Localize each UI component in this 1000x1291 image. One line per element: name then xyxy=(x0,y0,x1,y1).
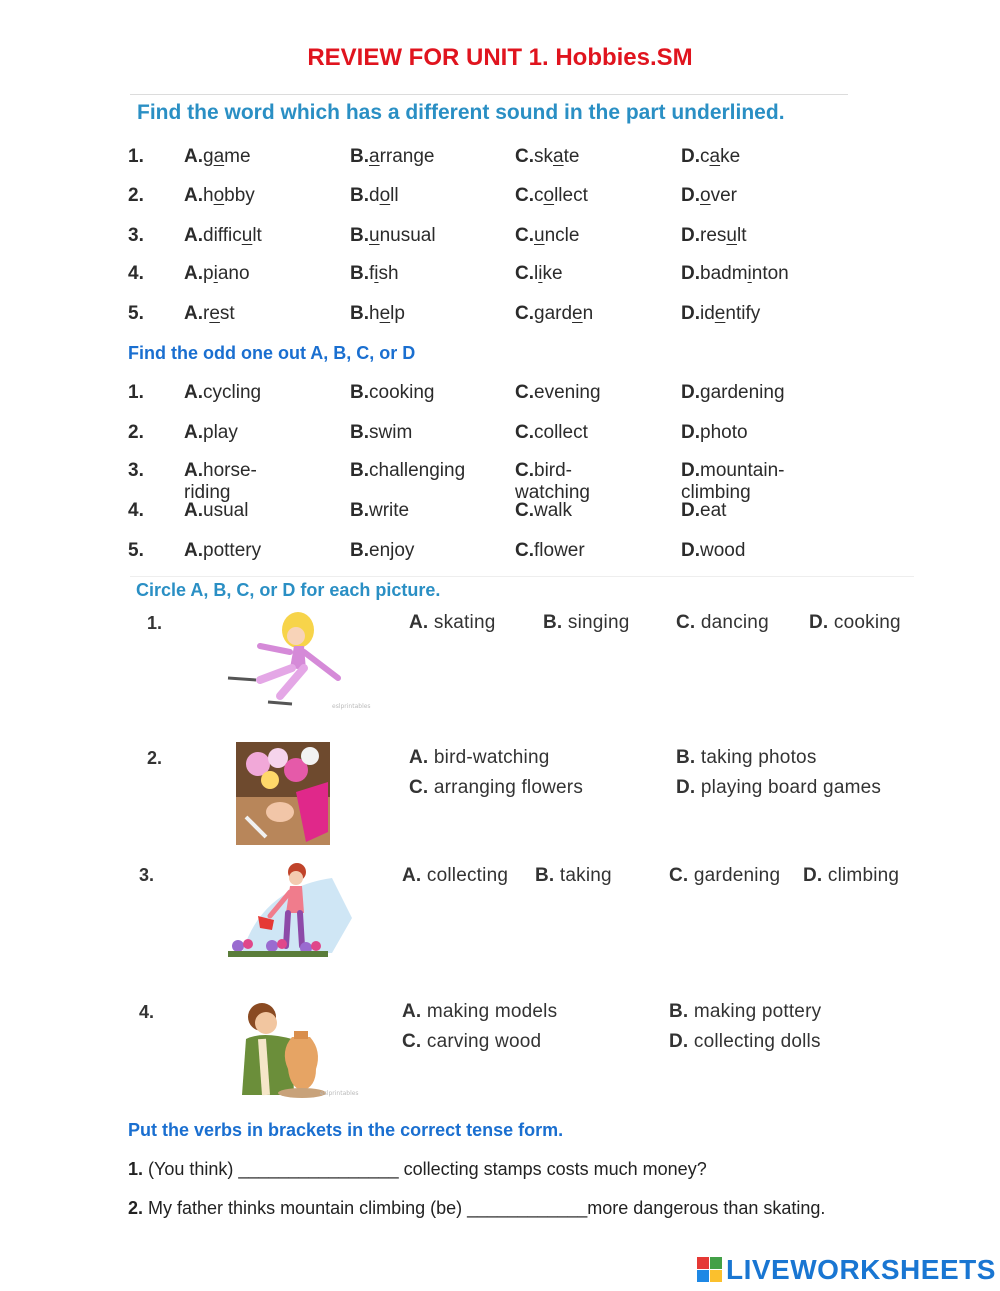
answer-option[interactable] xyxy=(515,500,572,522)
picture-answer-option[interactable] xyxy=(676,747,817,769)
logo-mark-icon xyxy=(697,1257,723,1283)
option-word: usual xyxy=(203,500,249,521)
answer-option[interactable] xyxy=(350,263,399,285)
option-letter: A. xyxy=(184,185,203,206)
underlined-part: e xyxy=(209,303,220,324)
word-part: bby xyxy=(224,185,255,206)
word-part: ntify xyxy=(725,303,761,324)
answer-option[interactable] xyxy=(184,146,251,168)
option-letter: A. xyxy=(184,303,203,324)
answer-option[interactable] xyxy=(681,382,785,404)
word-part: me xyxy=(224,146,251,167)
section3-heading: Circle A, B, C, or D for each picture. xyxy=(136,580,441,600)
option-letter: A. xyxy=(409,612,434,633)
question-number: 2. xyxy=(128,422,144,443)
question-number: 1. xyxy=(128,382,144,403)
flower-arrangement-picture xyxy=(236,742,330,845)
underlined-part: u xyxy=(241,225,253,246)
answer-option[interactable] xyxy=(681,225,746,247)
answer-option[interactable] xyxy=(350,500,409,522)
verb-question-1 xyxy=(128,1159,707,1180)
option-word: evening xyxy=(534,382,601,403)
picture-question-number: 4. xyxy=(139,1002,155,1022)
underlined-part: o xyxy=(543,185,555,206)
word-part: res xyxy=(700,225,727,246)
title-divider xyxy=(130,94,848,95)
option-word: mountain-climbing xyxy=(681,460,785,503)
option-letter: B. xyxy=(350,146,369,167)
section4-heading: Put the verbs in brackets in the correct tense form. xyxy=(128,1120,564,1140)
answer-option[interactable] xyxy=(681,540,745,562)
picture-answer-option[interactable] xyxy=(409,612,496,634)
word-part: f xyxy=(369,263,375,284)
answer-option[interactable] xyxy=(515,422,588,444)
option-word: making models xyxy=(426,1001,558,1022)
answer-option[interactable] xyxy=(184,460,257,504)
verb-question-number: 1. xyxy=(128,1159,144,1179)
underlined-part: u xyxy=(369,225,380,246)
word-part: l xyxy=(534,263,539,284)
underlined-part: e xyxy=(572,303,583,324)
picture-answer-option[interactable] xyxy=(543,612,630,634)
answer-option[interactable] xyxy=(184,540,261,562)
word-part: te xyxy=(563,146,580,167)
word-part: diffic xyxy=(203,225,242,246)
question-number: 3. xyxy=(128,225,144,246)
word-part: ncle xyxy=(544,225,580,246)
option-letter: A. xyxy=(402,865,427,886)
answer-option[interactable] xyxy=(515,225,579,247)
option-word: taking xyxy=(559,865,612,886)
option-letter: D. xyxy=(669,1031,694,1052)
option-letter: C. xyxy=(515,263,534,284)
option-word: cooking xyxy=(833,612,901,633)
option-letter: A. xyxy=(184,225,203,246)
option-letter: C. xyxy=(515,303,534,324)
answer-option[interactable] xyxy=(515,185,588,207)
picture-question-number: 3. xyxy=(139,865,155,885)
answer-option[interactable] xyxy=(350,303,405,325)
section1-heading: Find the word which has a different sound in the part underlined. xyxy=(137,101,785,124)
underlined-part: i xyxy=(213,263,218,284)
option-letter: B. xyxy=(350,540,369,561)
option-word: swim xyxy=(369,422,413,443)
underlined-part: a xyxy=(369,146,380,167)
answer-option[interactable] xyxy=(184,263,250,285)
option-letter: C. xyxy=(515,422,534,443)
answer-option[interactable] xyxy=(681,422,748,444)
word-part: g xyxy=(203,146,214,167)
question-number: 5. xyxy=(128,303,144,324)
picture-answer-option[interactable] xyxy=(669,865,780,887)
option-word: walk xyxy=(534,500,573,521)
underlined-part: i xyxy=(747,263,752,284)
answer-option[interactable] xyxy=(515,146,579,168)
word-part: lp xyxy=(390,303,405,324)
option-letter: C. xyxy=(515,185,534,206)
question-number: 4. xyxy=(128,263,144,284)
underlined-part: e xyxy=(379,303,391,324)
underlined-part: e xyxy=(714,303,726,324)
answer-option[interactable] xyxy=(681,460,785,504)
option-letter: C. xyxy=(515,225,534,246)
option-letter: A. xyxy=(184,540,203,561)
option-word: challenging xyxy=(369,460,466,481)
word-part: h xyxy=(369,303,380,324)
logo-text: LIVEWORKSHEETS xyxy=(726,1254,996,1285)
option-word: gardening xyxy=(693,865,781,886)
option-word: singing xyxy=(567,612,630,633)
option-letter: B. xyxy=(676,747,701,768)
underlined-part: i xyxy=(374,263,379,284)
option-letter: C. xyxy=(515,146,534,167)
option-letter: B. xyxy=(350,303,369,324)
question-number: 4. xyxy=(128,500,144,521)
option-letter: B. xyxy=(350,225,369,246)
option-letter: A. xyxy=(184,500,203,521)
picture-answer-option[interactable] xyxy=(409,777,583,799)
word-part: ke xyxy=(720,146,741,167)
option-letter: C. xyxy=(402,1031,427,1052)
option-letter: D. xyxy=(803,865,828,886)
picture-answer-option[interactable] xyxy=(409,747,550,769)
option-word: gardening xyxy=(700,382,785,403)
picture-answer-option[interactable] xyxy=(669,1031,821,1053)
option-letter: C. xyxy=(515,540,534,561)
svg-text:eslprintables: eslprintables xyxy=(332,703,371,710)
section2-heading: Find the odd one out A, B, C, or D xyxy=(128,343,416,363)
picture-answer-option[interactable] xyxy=(535,865,612,887)
answer-option[interactable] xyxy=(515,540,585,562)
option-word: making pottery xyxy=(693,1001,822,1022)
word-part: ano xyxy=(217,263,250,284)
option-letter: D. xyxy=(681,460,700,481)
verb-question-text: (You think) ________________ collecting stamps costs much money? xyxy=(143,1159,707,1179)
word-part: p xyxy=(203,263,214,284)
verb-question-text: My father thinks mountain climbing (be) ____________more dangerous than skating. xyxy=(143,1198,826,1218)
option-letter: B. xyxy=(543,612,568,633)
option-letter: D. xyxy=(681,303,700,324)
man-carving-pottery-picture xyxy=(232,995,382,1100)
option-letter: B. xyxy=(350,382,369,403)
underlined-part: a xyxy=(553,146,564,167)
option-letter: A. xyxy=(184,460,203,481)
option-letter: D. xyxy=(681,185,700,206)
option-word: collecting xyxy=(426,865,509,886)
option-word: write xyxy=(369,500,410,521)
word-part: c xyxy=(700,146,710,167)
answer-option[interactable] xyxy=(515,263,563,285)
word-part: lt xyxy=(252,225,262,246)
option-letter: B. xyxy=(350,263,369,284)
option-letter: B. xyxy=(350,460,369,481)
underlined-part: a xyxy=(709,146,721,167)
option-word: bird-watching xyxy=(515,460,590,503)
word-part: nusual xyxy=(379,225,436,246)
option-letter: C. xyxy=(676,612,701,633)
picture-answer-option[interactable] xyxy=(669,1001,821,1023)
answer-option[interactable] xyxy=(350,225,436,247)
option-word: playing board games xyxy=(700,777,882,798)
picture-question-number: 1. xyxy=(147,613,163,633)
picture-answer-option[interactable] xyxy=(809,612,901,634)
option-word: photo xyxy=(700,422,748,443)
option-word: eat xyxy=(700,500,727,521)
option-letter: A. xyxy=(402,1001,427,1022)
option-word: collect xyxy=(534,422,588,443)
option-letter: C. xyxy=(515,500,534,521)
option-letter: A. xyxy=(409,747,434,768)
option-letter: D. xyxy=(676,777,701,798)
option-word: climbing xyxy=(827,865,900,886)
option-word: wood xyxy=(700,540,746,561)
verb-question-2 xyxy=(128,1198,825,1219)
answer-option[interactable] xyxy=(515,460,590,504)
underlined-part: o xyxy=(213,185,225,206)
picture-answer-option[interactable] xyxy=(676,612,769,634)
option-letter: C. xyxy=(515,460,534,481)
word-part: h xyxy=(203,185,214,206)
option-letter: C. xyxy=(669,865,694,886)
option-word: cooking xyxy=(369,382,435,403)
answer-option[interactable] xyxy=(681,263,789,285)
option-letter: B. xyxy=(350,422,369,443)
option-letter: C. xyxy=(515,382,534,403)
answer-option[interactable] xyxy=(350,422,412,444)
answer-option[interactable] xyxy=(350,540,414,562)
question-number: 5. xyxy=(128,540,144,561)
option-letter: A. xyxy=(184,263,203,284)
option-letter: D. xyxy=(681,146,700,167)
picture-answer-option[interactable] xyxy=(803,865,899,887)
answer-option[interactable] xyxy=(184,422,238,444)
word-part: c xyxy=(534,185,544,206)
word-part: lt xyxy=(736,225,747,246)
page-title: REVIEW FOR UNIT 1. Hobbies.SM xyxy=(307,44,693,71)
answer-option[interactable] xyxy=(515,382,601,404)
option-letter: B. xyxy=(535,865,560,886)
answer-option[interactable] xyxy=(184,382,261,404)
word-part: sh xyxy=(378,263,399,284)
option-letter: D. xyxy=(809,612,834,633)
word-part: gard xyxy=(534,303,573,324)
option-letter: B. xyxy=(350,185,369,206)
word-part: id xyxy=(700,303,715,324)
option-word: arranging flowers xyxy=(433,777,584,798)
option-word: skating xyxy=(433,612,496,633)
ice-skater-picture xyxy=(220,608,385,713)
option-letter: D. xyxy=(681,422,700,443)
word-part: badm xyxy=(700,263,748,284)
word-part: n xyxy=(582,303,594,324)
option-word: collecting dolls xyxy=(693,1031,821,1052)
question-number: 3. xyxy=(128,460,144,481)
underlined-part: o xyxy=(379,185,391,206)
answer-option[interactable] xyxy=(681,146,740,168)
option-letter: B. xyxy=(669,1001,694,1022)
word-part: sk xyxy=(534,146,553,167)
answer-option[interactable] xyxy=(184,185,255,207)
underlined-part: u xyxy=(726,225,737,246)
word-part: rrange xyxy=(379,146,435,167)
option-word: play xyxy=(203,422,238,443)
verb-question-number: 2. xyxy=(128,1198,144,1218)
section3-divider xyxy=(130,576,914,577)
word-part: ke xyxy=(542,263,563,284)
option-word: horse-riding xyxy=(184,460,257,503)
woman-watering-flowers-picture xyxy=(222,858,377,963)
word-part: ver xyxy=(710,185,737,206)
answer-option[interactable] xyxy=(350,460,465,482)
svg-text:eslprintables: eslprintables xyxy=(320,1090,359,1097)
option-word: cycling xyxy=(203,382,262,403)
option-letter: A. xyxy=(184,146,203,167)
option-letter: D. xyxy=(681,500,700,521)
word-part: st xyxy=(219,303,235,324)
answer-option[interactable] xyxy=(681,303,760,325)
option-letter: C. xyxy=(409,777,434,798)
answer-option[interactable] xyxy=(350,382,435,404)
question-number: 2. xyxy=(128,185,144,206)
answer-option[interactable] xyxy=(184,500,248,522)
option-letter: D. xyxy=(681,225,700,246)
underlined-part: o xyxy=(700,185,711,206)
liveworksheets-logo xyxy=(697,1254,996,1286)
word-part: d xyxy=(369,185,380,206)
word-part: nton xyxy=(751,263,789,284)
answer-option[interactable] xyxy=(515,303,593,325)
answer-option[interactable] xyxy=(350,185,399,207)
option-word: bird-watching xyxy=(433,747,550,768)
option-letter: A. xyxy=(184,422,203,443)
picture-question-number: 2. xyxy=(147,748,163,768)
answer-option[interactable] xyxy=(350,146,435,168)
word-part: ll xyxy=(390,185,399,206)
picture-answer-option[interactable] xyxy=(402,865,508,887)
underlined-part: i xyxy=(538,263,543,284)
answer-option[interactable] xyxy=(184,303,235,325)
question-number: 1. xyxy=(128,146,144,167)
answer-option[interactable] xyxy=(184,225,262,247)
underlined-part: u xyxy=(534,225,545,246)
word-part: llect xyxy=(554,185,588,206)
picture-answer-option[interactable] xyxy=(676,777,881,799)
option-word: carving wood xyxy=(426,1031,542,1052)
option-letter: D. xyxy=(681,382,700,403)
answer-option[interactable] xyxy=(681,185,737,207)
option-word: enjoy xyxy=(369,540,415,561)
answer-option[interactable] xyxy=(681,500,726,522)
picture-answer-option[interactable] xyxy=(402,1001,557,1023)
option-letter: A. xyxy=(184,382,203,403)
option-word: taking photos xyxy=(700,747,817,768)
option-letter: D. xyxy=(681,540,700,561)
option-word: dancing xyxy=(700,612,769,633)
option-letter: D. xyxy=(681,263,700,284)
underlined-part: a xyxy=(213,146,225,167)
option-letter: B. xyxy=(350,500,369,521)
picture-answer-option[interactable] xyxy=(402,1031,541,1053)
option-word: flower xyxy=(534,540,585,561)
word-part: r xyxy=(203,303,210,324)
option-word: pottery xyxy=(203,540,262,561)
